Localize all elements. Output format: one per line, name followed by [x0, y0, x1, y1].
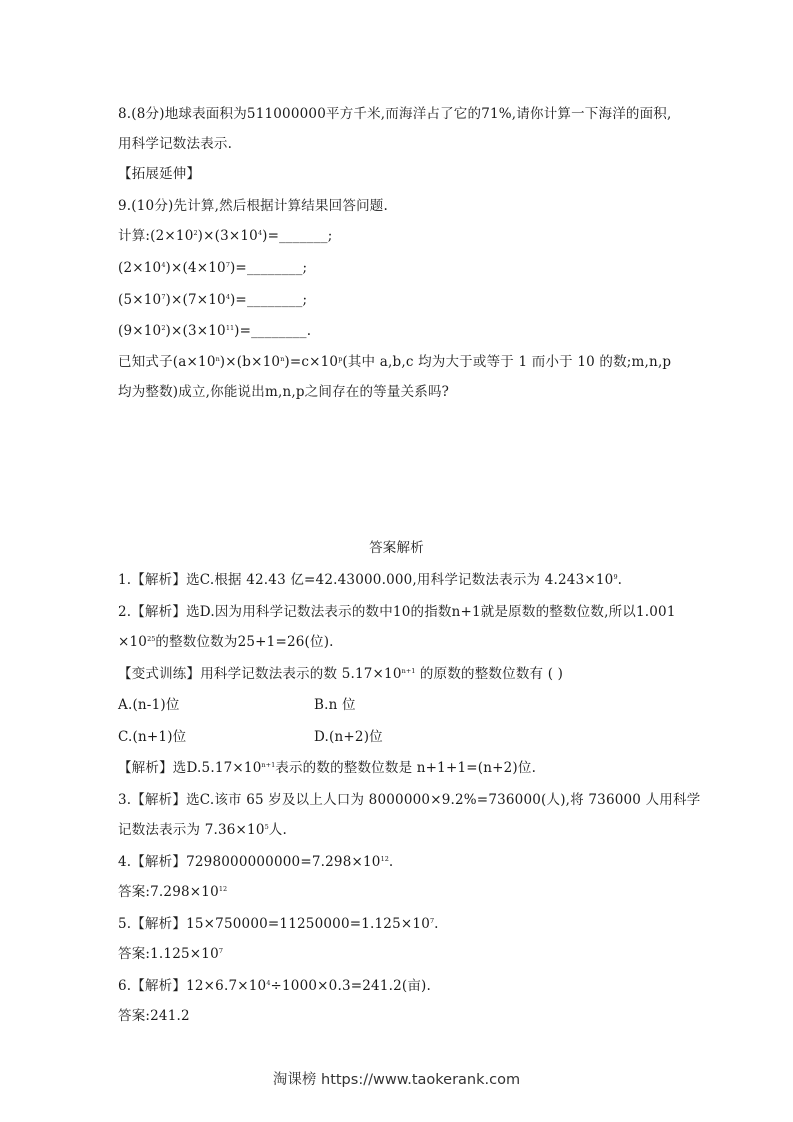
extension-header: 【拓展延伸】 [118, 166, 201, 182]
option-b: B.n 位 [314, 697, 356, 713]
answer-6-result: 答案:241.2 [118, 1008, 190, 1024]
question-8-line-2: 用科学记数法表示. [118, 136, 233, 152]
answers-title: 答案解析 [369, 540, 424, 556]
answer-6: 6.【解析】$12\times 6.7\times 10^4\div 1000\times 0.3=241.2$(亩). [118, 978, 432, 994]
question-8-line-1: 8.(8分)地球表面积为511000000平方千米,而海洋占了它的71%,请你计算一下海洋的面积, [118, 106, 672, 122]
option-a: A.(n-1)位 [118, 697, 180, 713]
calc-line-4: $(9\times 10^2)\times(3\times 10^{11})=\_\_\_\_\_\_\_\_$. [118, 323, 312, 339]
answer-1: 1.【解析】选C.根据 42.43 亿=42.43000.000,用科学记数法表示为 $4.243\times 10^9$. [118, 572, 623, 588]
option-c: C.(n+1)位 [118, 729, 187, 745]
question-9-intro: 9.(10分)先计算,然后根据计算结果回答问题. [118, 198, 388, 214]
variant-training: 【变式训练】用科学记数法表示的数 $5.17\times 10^{n+1}$ 的原数的整数位数有 ( ) [118, 666, 564, 682]
calc-line-1: 计算$:(2\times 10^2)\times(3\times 10^4)=\_\_\_\_\_\_\_$; [118, 228, 333, 244]
known-expression-line-2: 均为整数)成立,你能说出m,n,p之间存在的等量关系吗? [118, 384, 450, 400]
variant-answer: 【解析】选$D.5.17\times 10^{n+1}$表示的数的整数位数是 n+1+1=(n+2)位. [118, 760, 537, 776]
answer-2-line-1: 2.【解析】选D.因为用科学记数法表示的数中10的指数n+1就是原数的整数位数,所以1.001 [118, 604, 676, 620]
answer-5: 5.【解析】$15\times 750000=11250000=1.125\times 10^7$. [118, 916, 439, 932]
calc-line-2: $(2\times 10^4)\times(4\times 10^7)=\_\_\_\_\_\_\_\_$; [118, 260, 308, 276]
footer-watermark: 淘课榜 https://www.taokerank.com [272, 1072, 521, 1088]
known-expression-line: 已知式子$(a\times 10^n)\times(b\times 10^n)=c\times 10^p$(其中 a,b,c 均为大于或等于 1 而小于 10 的数;m,n,p [118, 354, 672, 370]
answer-5-result: 答案$:1.125\times 10^7$ [118, 946, 224, 962]
answer-4: 4.【解析】$7298000000000=7.298\times 10^{12}$. [118, 854, 394, 870]
answer-4-result: 答案$:7.298\times 10^{12}$ [118, 884, 228, 900]
option-d: D.(n+2)位 [314, 729, 383, 745]
answer-2-line-2: $\times 10^{25}$的整数位数为25+1=26(位). [118, 634, 334, 650]
calc-line-3: $(5\times 10^7)\times(7\times 10^4)=\_\_\_\_\_\_\_\_$; [118, 292, 308, 308]
answer-3-line-2: 记数法表示为 $7.36\times 10^5$人. [118, 822, 287, 838]
answer-3-line-1: 3.【解析】选C.该市 65 岁及以上人口为 8000000×9.2%=736000(人),将 736000 人用科学 [118, 792, 701, 808]
